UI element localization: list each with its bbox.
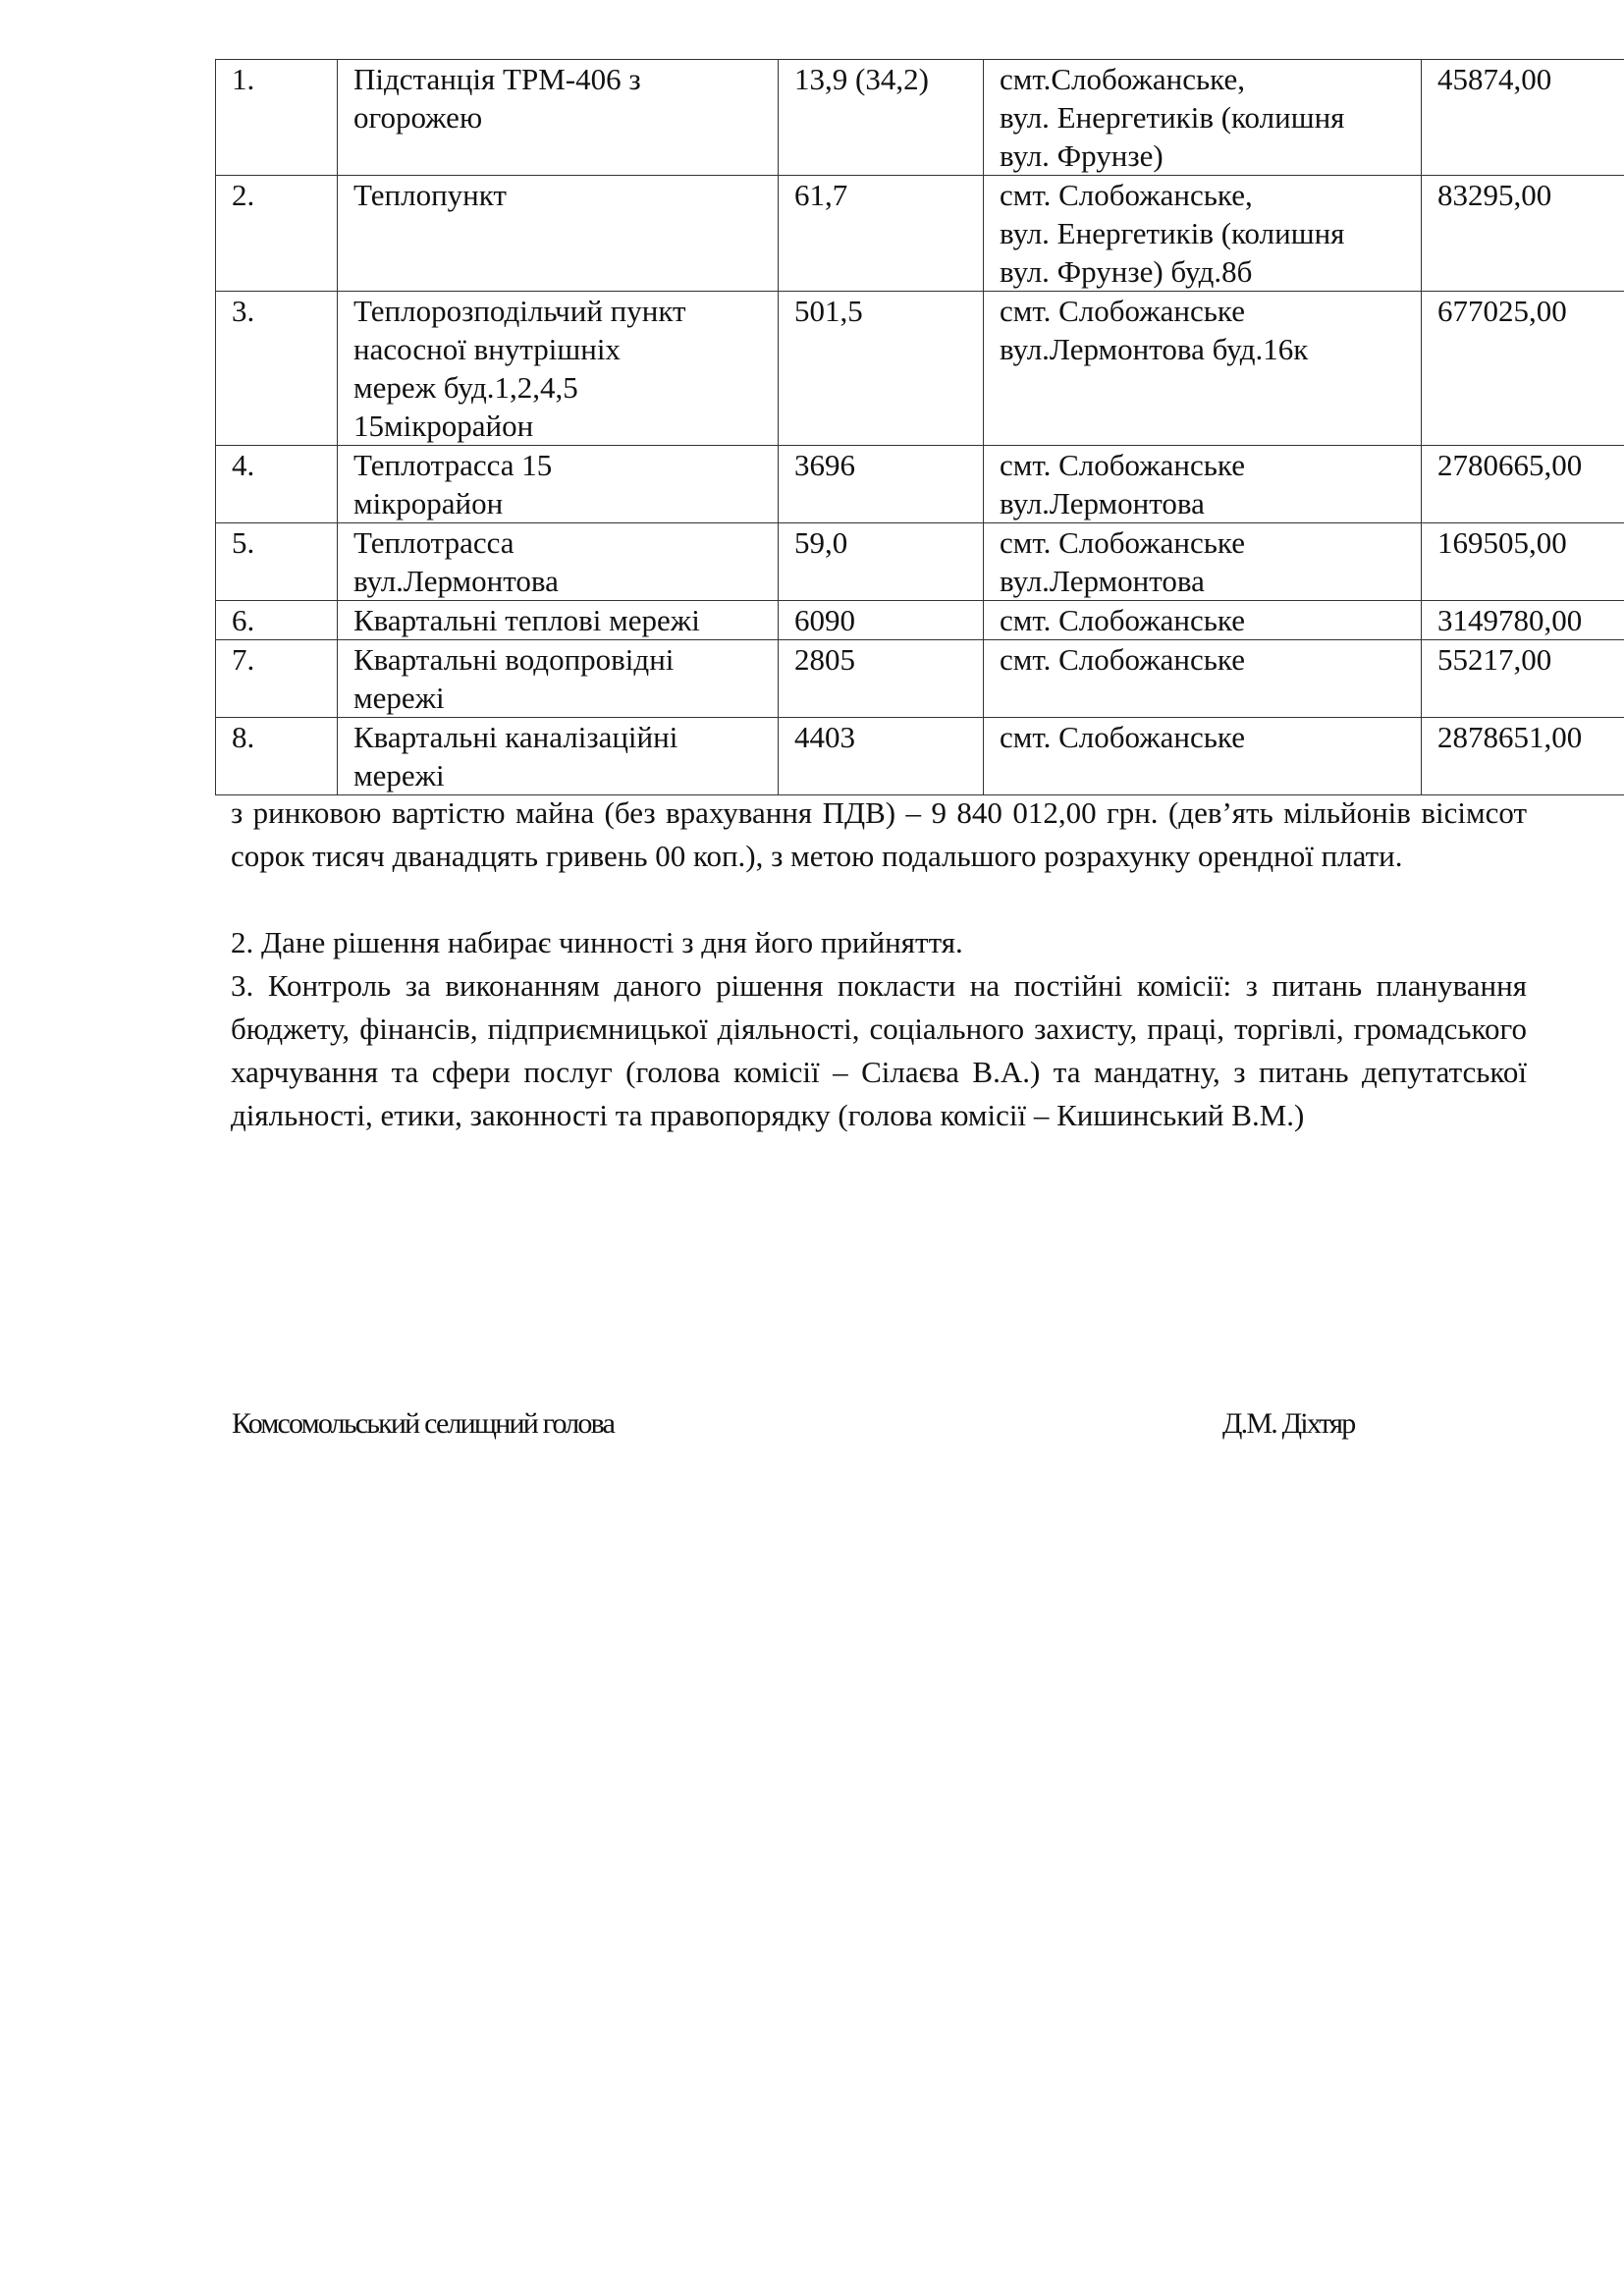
- row-number: 8.: [216, 718, 338, 795]
- object-name-line: мережі: [353, 681, 445, 715]
- object-address: [984, 601, 1422, 640]
- row-number: 4.: [216, 446, 338, 523]
- object-address-line: смт. Слобожанське: [1000, 603, 1245, 637]
- object-address-line: вул. Фрунзе) буд.8б: [1000, 254, 1253, 289]
- object-name-line: насосної внутрішніх: [353, 332, 621, 366]
- object-value: 2878651,00: [1422, 718, 1624, 795]
- assets-table-body: [216, 60, 1624, 795]
- object-address-line: смт. Слобожанське: [1000, 294, 1245, 328]
- object-area: 3696: [779, 446, 984, 523]
- object-name-line: Теплотрасса: [353, 525, 514, 560]
- object-value: 3149780,00: [1422, 601, 1624, 640]
- object-name-line: Теплопункт: [353, 178, 507, 212]
- object-address-line: вул. Енергетиків (колишня: [1000, 100, 1345, 135]
- object-address: [984, 176, 1422, 292]
- signature-title: Комсомольський селищний голова: [232, 1407, 615, 1440]
- object-area: 4403: [779, 718, 984, 795]
- object-name: [338, 523, 779, 601]
- object-name-line: вул.Лермонтова: [353, 564, 559, 598]
- object-address-line: вул. Енергетиків (колишня: [1000, 216, 1345, 250]
- object-name: [338, 718, 779, 795]
- object-address-line: вул.Лермонтова буд.16к: [1000, 332, 1309, 366]
- object-address-line: смт. Слобожанське,: [1000, 178, 1253, 212]
- row-number: 3.: [216, 292, 338, 446]
- object-address: [984, 523, 1422, 601]
- object-name: [338, 60, 779, 176]
- object-value: 169505,00: [1422, 523, 1624, 601]
- object-name: [338, 640, 779, 718]
- object-name: [338, 292, 779, 446]
- row-number: 7.: [216, 640, 338, 718]
- object-address-line: смт. Слобожанське: [1000, 448, 1245, 482]
- object-name-line: мікрорайон: [353, 486, 504, 520]
- object-value: 677025,00: [1422, 292, 1624, 446]
- object-address: [984, 446, 1422, 523]
- row-number: 1.: [216, 60, 338, 176]
- object-area: 61,7: [779, 176, 984, 292]
- row-number: 6.: [216, 601, 338, 640]
- table-row: [216, 446, 1624, 523]
- object-address-line: смт. Слобожанське: [1000, 720, 1245, 754]
- control-paragraph: 3. Контроль за виконанням даного рішення покласти на постійні комісії: з питань планування бюджету, фінансів, підприємницької діяльності, соціального захисту, праці, торгівлі, громадського харчування та сфери послуг (голова комісії – Сілаєва В.А.) та мандатну, з питань депутатської діяльності, етики, законності та правопорядку (голова комісії – Кишинський В.М.): [231, 968, 1527, 1132]
- assets-table: [215, 59, 1624, 795]
- object-name-line: Квартальні теплові мережі: [353, 603, 700, 637]
- object-name-line: мереж буд.1,2,4,5: [353, 370, 578, 405]
- object-name-line: мережі: [353, 758, 445, 793]
- object-address-line: вул.Лермонтова: [1000, 564, 1205, 598]
- object-name: [338, 601, 779, 640]
- object-address: [984, 292, 1422, 446]
- object-name-line: огорожею: [353, 100, 483, 135]
- row-number: 5.: [216, 523, 338, 601]
- object-area: 2805: [779, 640, 984, 718]
- object-area: 13,9 (34,2): [779, 60, 984, 176]
- object-address-line: смт. Слобожанське: [1000, 642, 1245, 677]
- object-value: 2780665,00: [1422, 446, 1624, 523]
- object-address-line: вул. Фрунзе): [1000, 138, 1164, 173]
- object-name-line: Квартальні водопровідні: [353, 642, 675, 677]
- object-area: 501,5: [779, 292, 984, 446]
- object-name: [338, 176, 779, 292]
- object-name-line: Квартальні каналізаційні: [353, 720, 678, 754]
- object-value: 83295,00: [1422, 176, 1624, 292]
- object-name-line: Теплотрасса 15: [353, 448, 553, 482]
- market-value-paragraph: з ринковою вартістю майна (без врахування ПДВ) – 9 840 012,00 грн. (дев’ять мільйонів вісімсот сорок тисяч дванадцять гривень 00 коп.), з метою подальшого розрахунку орендної плати.: [231, 795, 1527, 873]
- table-row: [216, 292, 1624, 446]
- object-name: [338, 446, 779, 523]
- object-address-line: смт.Слобожанське,: [1000, 62, 1245, 96]
- table-row: [216, 523, 1624, 601]
- object-area: 59,0: [779, 523, 984, 601]
- object-name-line: 15мікрорайон: [353, 409, 534, 443]
- table-row: [216, 640, 1624, 718]
- effective-date-paragraph: 2. Дане рішення набирає чинності з дня його прийняття.: [231, 925, 963, 959]
- object-value: 55217,00: [1422, 640, 1624, 718]
- object-address-line: смт. Слобожанське: [1000, 525, 1245, 560]
- object-address: [984, 718, 1422, 795]
- object-address: [984, 640, 1422, 718]
- table-row: [216, 601, 1624, 640]
- object-address: [984, 60, 1422, 176]
- object-name-line: Теплорозподільчий пункт: [353, 294, 686, 328]
- object-name-line: Підстанція ТРМ-406 з: [353, 62, 641, 96]
- signature-name: Д.М. Діхтяр: [1222, 1407, 1355, 1440]
- table-row: [216, 718, 1624, 795]
- object-address-line: вул.Лермонтова: [1000, 486, 1205, 520]
- table-row: [216, 60, 1624, 176]
- object-area: 6090: [779, 601, 984, 640]
- table-row: [216, 176, 1624, 292]
- row-number: 2.: [216, 176, 338, 292]
- object-value: 45874,00: [1422, 60, 1624, 176]
